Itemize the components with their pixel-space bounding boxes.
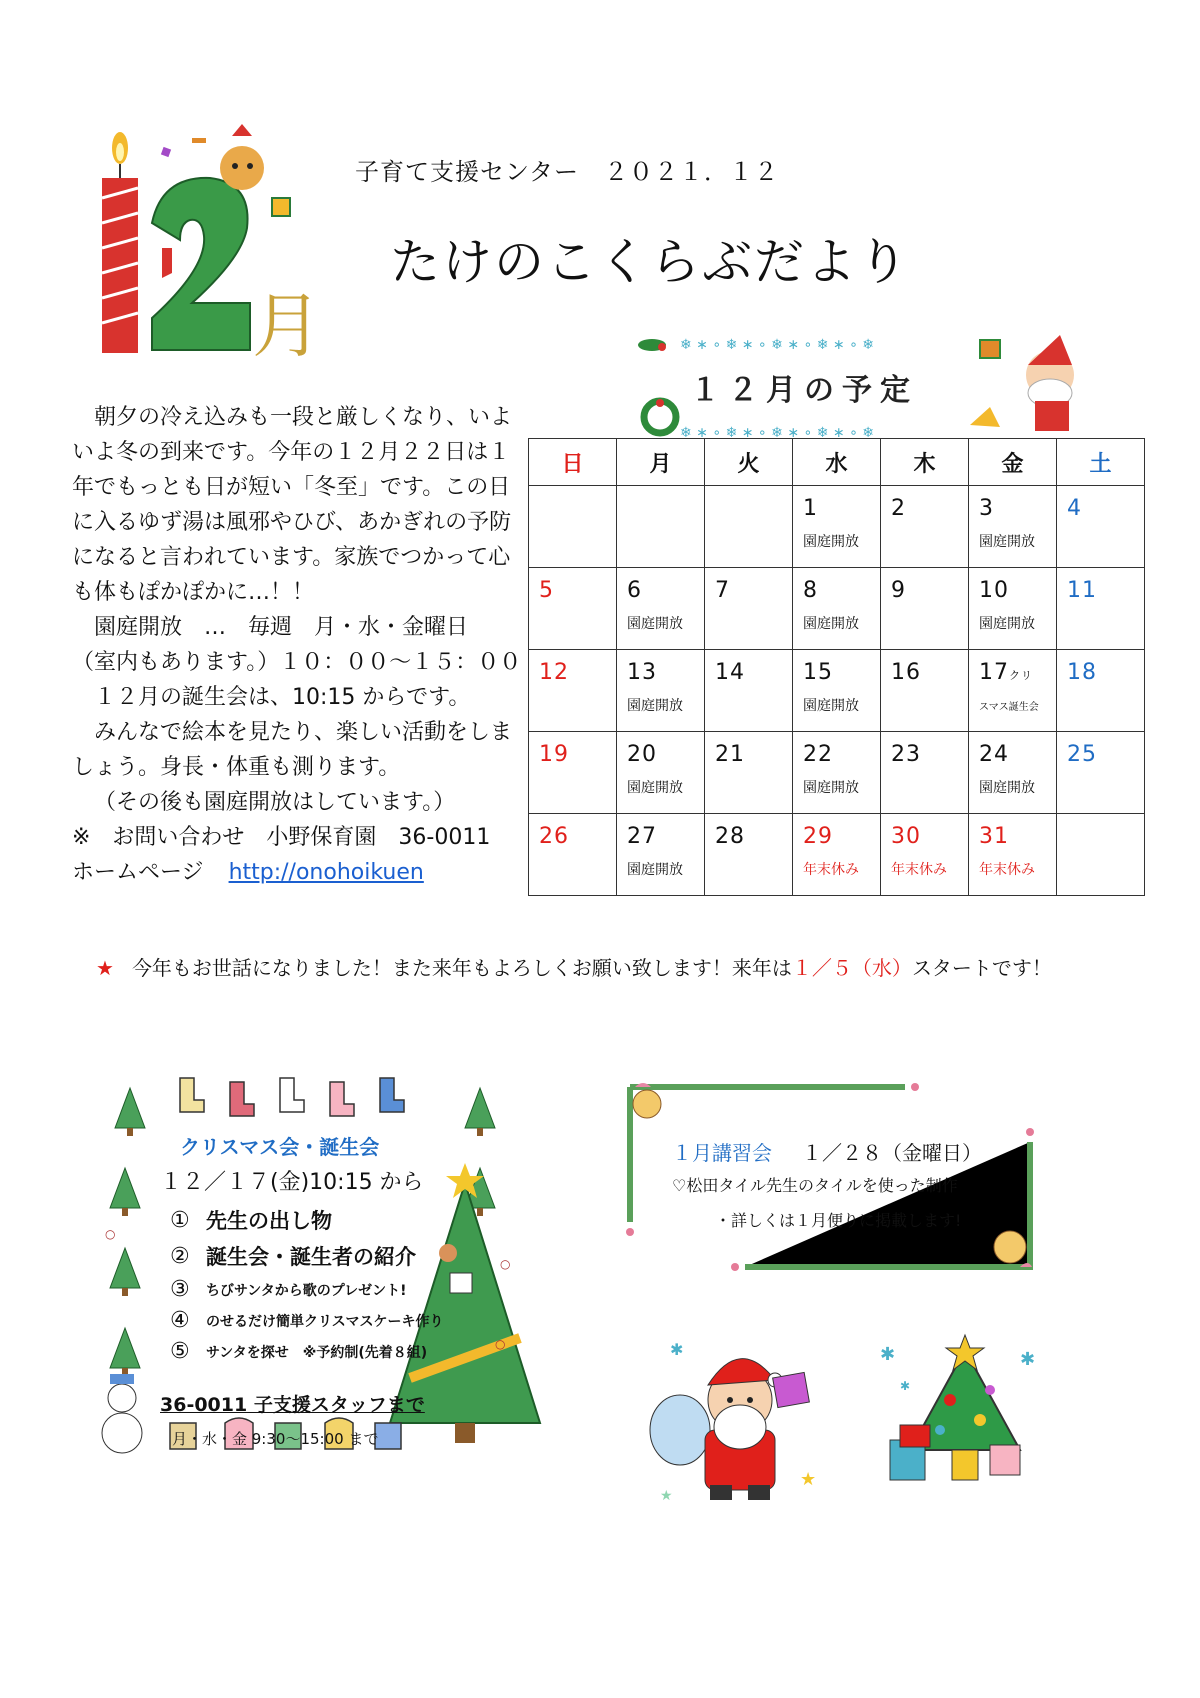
day-number-text: 22	[803, 742, 833, 767]
lecture-date: １／２８（金曜日）	[802, 1141, 982, 1165]
svg-text:✱: ✱	[880, 1344, 896, 1365]
program-item	[170, 1277, 500, 1302]
lecture-heading-line	[672, 1137, 982, 1166]
program-number: ②	[170, 1243, 190, 1269]
calendar-day-cell	[617, 732, 705, 814]
calendar-day-cell	[617, 568, 705, 650]
day-event: 園庭開放	[979, 534, 1035, 550]
calendar-day-cell	[617, 650, 705, 732]
calendar-day-cell	[705, 732, 793, 814]
day-event-prefix: クリ	[1009, 669, 1033, 682]
svg-text:✱: ✱	[670, 1340, 684, 1359]
day-number-text: 25	[1067, 742, 1097, 767]
calendar-week-row	[529, 650, 1145, 732]
day-event: スマス誕生会	[979, 702, 1039, 713]
day-number	[803, 578, 818, 603]
weekday-mon: 月	[617, 439, 705, 486]
day-number-text: 5	[539, 578, 554, 603]
calendar-week-row	[529, 486, 1145, 568]
homepage-label: ホームページ	[72, 860, 204, 885]
calendar-day-cell	[705, 568, 793, 650]
svg-text:❄ ∗ ∘ ❄ ∗ ∘ ❄ ∗ ∘ ❄ ∗ ∘ ❄: ❄ ∗ ∘ ❄ ∗ ∘ ❄ ∗ ∘ ❄ ∗ ∘ ❄	[680, 337, 875, 353]
calendar-day-cell	[705, 650, 793, 732]
day-number	[803, 660, 833, 685]
day-number-text: 29	[803, 824, 833, 849]
program-text: 誕生会・誕生者の紹介	[206, 1245, 416, 1269]
calendar-day-cell	[1057, 486, 1145, 568]
intro-section	[72, 400, 530, 890]
birthday-party-info: １２月の誕生会は、10:15 からです。	[94, 685, 471, 710]
weekday-sat: 土	[1057, 439, 1145, 486]
day-event: 園庭開放	[627, 616, 683, 632]
day-number	[715, 578, 730, 603]
calendar-day-cell	[969, 568, 1057, 650]
weekday-wed: 水	[793, 439, 881, 486]
program-text: サンタを探せ ※予約制(先着８組)	[206, 1344, 428, 1361]
calendar-day-cell	[881, 486, 969, 568]
weekday-fri: 金	[969, 439, 1057, 486]
calendar-day-cell	[1057, 568, 1145, 650]
calendar-week-row	[529, 732, 1145, 814]
day-number-text: 13	[627, 660, 657, 685]
program-item	[170, 1241, 500, 1271]
christmas-contact: 36-0011 子支援スタッフまで	[160, 1394, 425, 1416]
calendar-day-cell	[881, 732, 969, 814]
day-number	[803, 742, 833, 767]
day-number-text: 8	[803, 578, 818, 603]
svg-text:★: ★	[660, 1488, 673, 1504]
day-number-text: 16	[891, 660, 921, 685]
lecture-note: ・詳しくは１月便りに掲載します!	[715, 1211, 962, 1230]
santa-illustration	[650, 1335, 825, 1510]
svg-text:○: ○	[500, 1257, 511, 1271]
calendar-day-cell	[881, 814, 969, 896]
program-text: ちびサンタから歌のプレゼント!	[206, 1282, 407, 1299]
calendar-day-cell	[969, 650, 1057, 732]
day-number-text: 7	[715, 578, 730, 603]
day-number	[979, 824, 1009, 849]
day-event: 年末休み	[803, 862, 859, 878]
day-number	[891, 496, 906, 521]
calendar-day-cell	[529, 814, 617, 896]
svg-text:○: ○	[495, 1337, 506, 1351]
day-number-text: 21	[715, 742, 745, 767]
day-number	[891, 742, 921, 767]
homepage-line	[72, 855, 530, 890]
day-number-text: 23	[891, 742, 921, 767]
calendar-day-cell	[529, 486, 617, 568]
program-item	[170, 1308, 500, 1333]
svg-text:❄ ∗ ∘ ❄ ∗ ∘ ❄ ∗ ∘ ❄ ∗ ∘ ❄: ❄ ∗ ∘ ❄ ∗ ∘ ❄ ∗ ∘ ❄ ∗ ∘ ❄	[680, 425, 875, 441]
day-event: 年末休み	[979, 862, 1035, 878]
star-icon: ★	[96, 956, 114, 980]
day-number-text: 14	[715, 660, 745, 685]
calendar-week-row	[529, 814, 1145, 896]
program-item	[170, 1205, 500, 1235]
day-number-text: 15	[803, 660, 833, 685]
homepage-link[interactable]: http://onohoikuen	[228, 860, 424, 885]
program-text: のせるだけ簡単クリスマスケーキ作り	[206, 1313, 444, 1330]
calendar-day-cell	[529, 650, 617, 732]
day-event: 園庭開放	[627, 698, 683, 714]
calendar-day-cell	[1057, 814, 1145, 896]
calendar-day-cell	[969, 486, 1057, 568]
calendar-day-cell	[881, 568, 969, 650]
lecture-detail: ♡松田タイル先生のタイルを使った制作	[672, 1176, 958, 1195]
day-number	[715, 742, 745, 767]
calendar-day-cell	[705, 814, 793, 896]
day-number	[627, 660, 657, 685]
intro-paragraph: 朝夕の冷え込みも一段と厳しくなり、いよいよ冬の到来です。今年の１２月２２日は１年でもっとも日が短い「冬至」です。この日に入るゆず湯は風邪やひび、あかぎれの予防になると言われています。家族でつかって心も体もぽかぽかに…！！	[72, 405, 513, 605]
day-number-text: 2	[891, 496, 906, 521]
day-number	[979, 742, 1009, 767]
day-number-text: 28	[715, 824, 745, 849]
day-event: 園庭開放	[803, 698, 859, 714]
calendar-day-cell	[529, 732, 617, 814]
december-logo-illustration	[92, 128, 322, 367]
day-number	[539, 578, 554, 603]
notice-text-end: スタートです！	[911, 956, 1052, 980]
day-number	[1067, 742, 1097, 767]
calendar-day-cell	[881, 650, 969, 732]
calendar-body	[529, 486, 1145, 896]
day-number	[1067, 660, 1097, 685]
svg-text:✱: ✱	[1020, 1349, 1036, 1370]
calendar-day-cell	[793, 486, 881, 568]
day-event: 園庭開放	[803, 616, 859, 632]
december-calendar	[528, 438, 1145, 896]
weekday-tue: 火	[705, 439, 793, 486]
calendar-day-cell	[793, 814, 881, 896]
day-number	[539, 742, 569, 767]
day-number	[891, 824, 921, 849]
day-number-text: 19	[539, 742, 569, 767]
year-end-notice	[96, 952, 1052, 981]
program-item	[170, 1339, 500, 1364]
activity-info: みんなで絵本を見たり、楽しい活動をしましょう。身長・体重も測ります。	[72, 720, 513, 780]
day-event: 園庭開放	[803, 780, 859, 796]
schedule-title: １２月の予定	[690, 373, 918, 408]
program-text: 先生の出し物	[206, 1209, 332, 1233]
day-number-text: 4	[1067, 496, 1082, 521]
day-event: 年末休み	[891, 862, 947, 878]
calendar-day-cell	[1057, 732, 1145, 814]
calendar-day-cell	[793, 732, 881, 814]
day-number	[627, 742, 657, 767]
day-number	[979, 660, 1033, 685]
calendar-day-cell	[793, 568, 881, 650]
calendar-weekday-row	[529, 439, 1145, 486]
day-number	[803, 824, 833, 849]
day-number	[539, 824, 569, 849]
day-event: 園庭開放	[627, 780, 683, 796]
day-number	[627, 824, 657, 849]
day-number	[715, 660, 745, 685]
calendar-day-cell	[617, 486, 705, 568]
after-note: （その後も園庭開放はしています。）	[94, 790, 456, 815]
day-number-text: 6	[627, 578, 642, 603]
org-and-date: 子育て支援センター ２０２１．１２	[355, 158, 780, 186]
christmas-date: １２／１７(金)10:15 から	[160, 1170, 424, 1195]
program-number: ⑤	[170, 1339, 190, 1364]
day-number	[715, 824, 745, 849]
day-number	[891, 660, 921, 685]
garden-open-hours: （室内もあります。）１０：００～１５：００	[72, 650, 522, 675]
calendar-week-row	[529, 568, 1145, 650]
day-event: 園庭開放	[627, 862, 683, 878]
program-number: ④	[170, 1308, 190, 1333]
svg-text:月: 月	[252, 285, 322, 367]
day-number	[979, 496, 994, 521]
day-event: 園庭開放	[979, 616, 1035, 632]
day-number	[979, 578, 1009, 603]
calendar-day-cell	[969, 814, 1057, 896]
svg-text:○: ○	[105, 1227, 116, 1241]
day-number-text: 1	[803, 496, 818, 521]
day-number-text: 9	[891, 578, 906, 603]
weekday-sun: 日	[529, 439, 617, 486]
day-number-text: 17	[979, 660, 1009, 685]
contact-info: ※ お問い合わせ 小野保育園 36-0011	[72, 825, 491, 850]
christmas-program-list	[170, 1205, 500, 1370]
calendar-day-cell	[1057, 650, 1145, 732]
newsletter-title: たけのこくらぶだより	[390, 233, 910, 291]
day-number-text: 18	[1067, 660, 1097, 685]
christmas-tree-illustration	[870, 1330, 1050, 1510]
calendar-day-cell	[705, 486, 793, 568]
program-number: ③	[170, 1277, 190, 1302]
day-number-text: 24	[979, 742, 1009, 767]
notice-text: 今年もお世話になりました！また来年もよろしくお願い致します！来年は	[131, 956, 792, 980]
svg-text:★: ★	[800, 1469, 817, 1490]
day-number	[1067, 496, 1082, 521]
day-number-text: 26	[539, 824, 569, 849]
day-number-text: 12	[539, 660, 569, 685]
calendar-day-cell	[617, 814, 705, 896]
garden-open-info: 園庭開放 … 毎週 月・水・金曜日	[94, 615, 469, 640]
calendar-day-cell	[529, 568, 617, 650]
day-number-text: 3	[979, 496, 994, 521]
day-number-text: 10	[979, 578, 1009, 603]
svg-text:✱: ✱	[900, 1379, 911, 1393]
christmas-heading: クリスマス会・誕生会	[180, 1135, 380, 1159]
day-number	[803, 496, 818, 521]
day-number	[539, 660, 569, 685]
calendar-day-cell	[793, 650, 881, 732]
day-number	[891, 578, 906, 603]
day-number-text: 11	[1067, 578, 1097, 603]
program-number: ①	[170, 1207, 190, 1233]
day-number-text: 30	[891, 824, 921, 849]
lecture-heading: １月講習会	[672, 1141, 772, 1165]
calendar-day-cell	[969, 732, 1057, 814]
day-number	[1067, 578, 1097, 603]
restart-date: １／５（水）	[791, 956, 912, 980]
day-number-text: 20	[627, 742, 657, 767]
weekday-thu: 木	[881, 439, 969, 486]
day-event: 園庭開放	[979, 780, 1035, 796]
day-number-text: 31	[979, 824, 1009, 849]
day-event: 園庭開放	[803, 534, 859, 550]
day-number-text: 27	[627, 824, 657, 849]
christmas-hours: 月・水・金 9:30～15:00 まで	[172, 1430, 379, 1448]
day-number	[627, 578, 642, 603]
